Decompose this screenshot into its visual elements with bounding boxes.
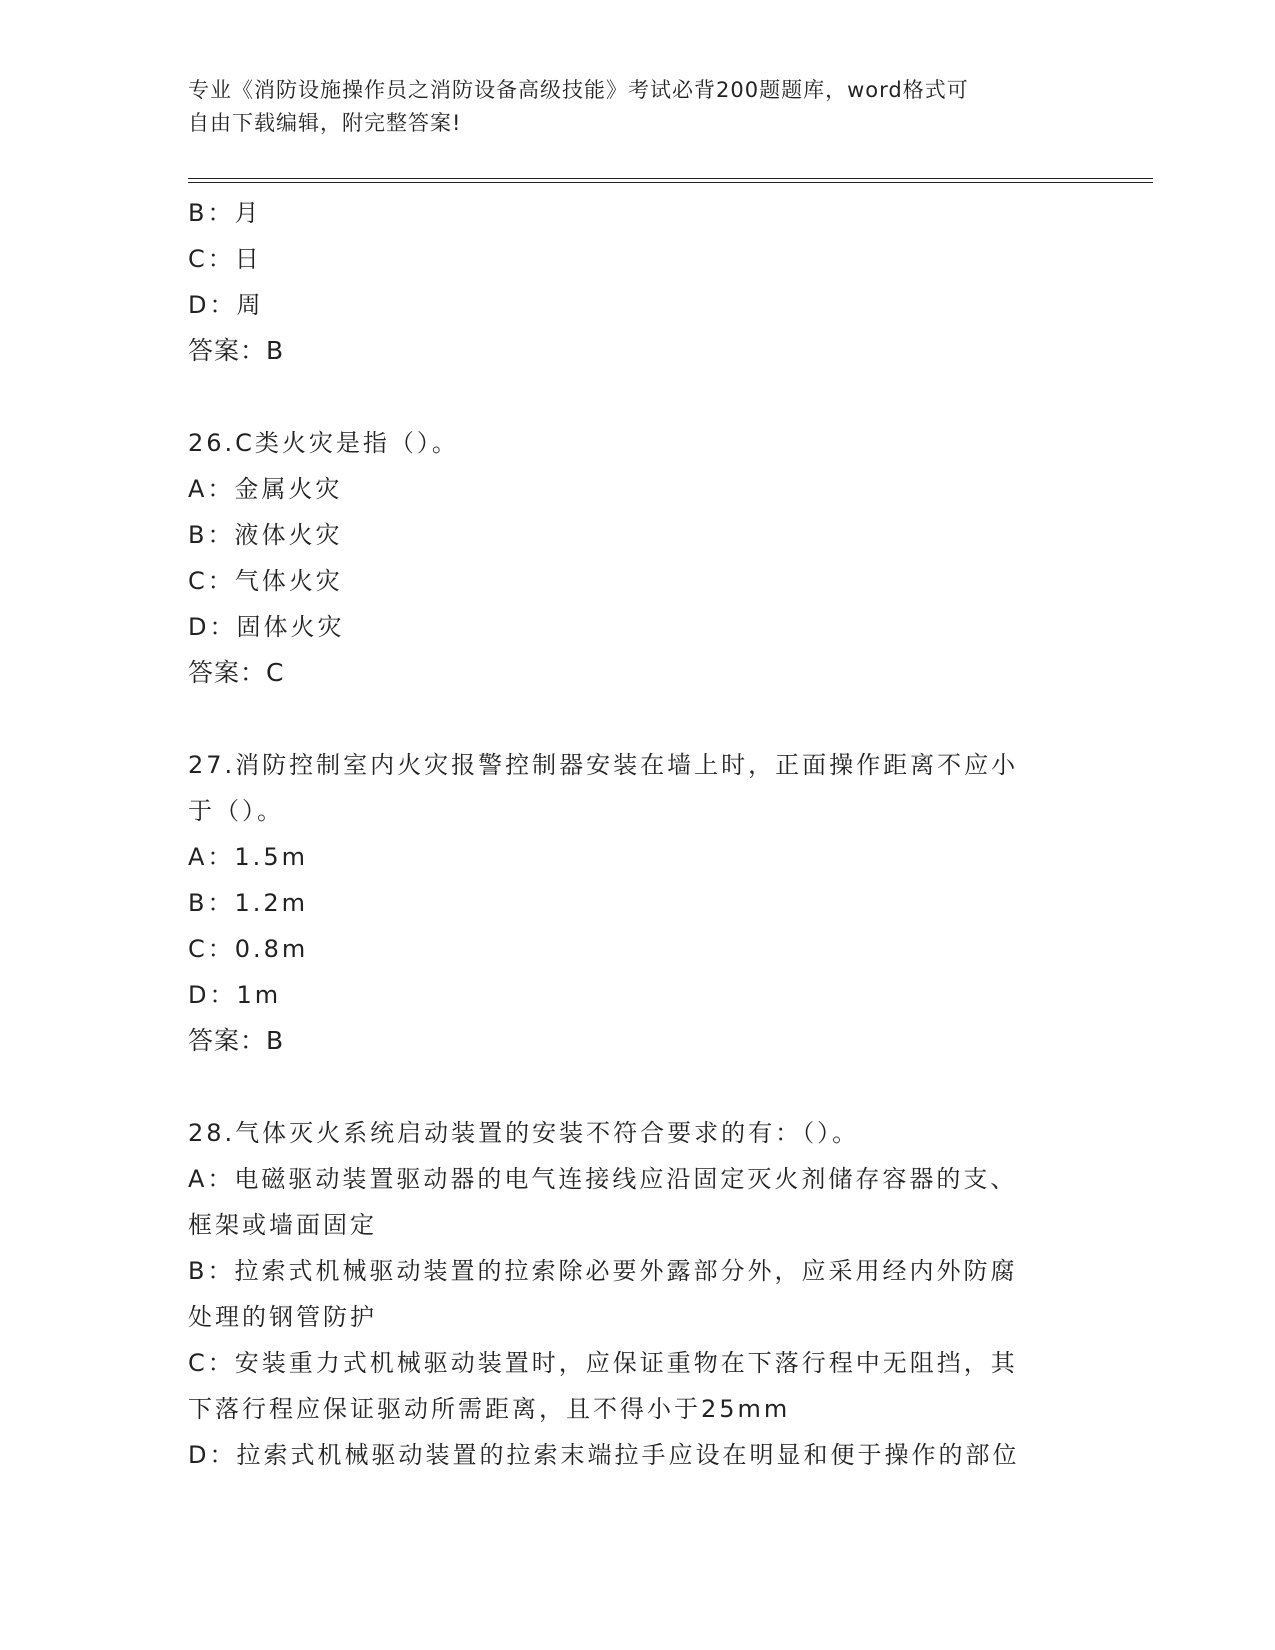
header-divider — [188, 178, 1153, 183]
option-d-line-1: D：拉索式机械驱动装置的拉索末端拉手应设在明显和便于操作的部位 — [188, 1441, 1020, 1469]
question-stem-line-1: 27.消防控制室内火灾报警控制器安装在墙上时，正面操作距离不应小 — [188, 751, 1019, 779]
answer: 答案：B — [188, 336, 285, 365]
option-b: B：液体火灾 — [188, 521, 343, 549]
answer: 答案：C — [188, 658, 285, 687]
option-a-line-1: A：电磁驱动装置驱动器的电气连接线应沿固定灭火剂储存容器的支、 — [188, 1165, 1018, 1193]
option-c-line-1: C：安装重力式机械驱动装置时，应保证重物在下落行程中无阻挡，其 — [188, 1349, 1018, 1377]
header-line-2: 自由下载编辑，附完整答案! — [188, 111, 462, 135]
spacer — [188, 1064, 1088, 1110]
question-stem: 26.C类火灾是指（）。 — [188, 429, 459, 457]
question-28 — [188, 1110, 1088, 1478]
header-line-1: 专业《消防设施操作员之消防设备高级技能》考试必背200题题库，word格式可 — [188, 78, 969, 102]
option-b-line-1: B：拉索式机械驱动装置的拉索除必要外露部分外，应采用经内外防腐 — [188, 1257, 1018, 1285]
question-26 — [188, 420, 1088, 696]
option-d: D：周 — [188, 291, 264, 319]
question-stem: 28.气体灭火系统启动装置的安装不符合要求的有：（）。 — [188, 1119, 860, 1147]
page-header — [188, 74, 1068, 140]
option-d: D：固体火灾 — [188, 613, 345, 641]
question-stem-line-2: 于（）。 — [188, 797, 284, 825]
question-content — [188, 190, 1088, 1478]
option-b-line-2: 处理的钢管防护 — [188, 1303, 377, 1331]
option-a: A：1.5m — [188, 843, 308, 871]
spacer — [188, 696, 1088, 742]
option-d: D：1m — [188, 981, 282, 1009]
option-b: B：月 — [188, 199, 262, 227]
question-25-tail — [188, 190, 1088, 374]
question-27 — [188, 742, 1088, 1064]
option-a: A：金属火灾 — [188, 475, 343, 503]
option-a-line-2: 框架或墙面固定 — [188, 1211, 377, 1239]
option-c: C：0.8m — [188, 935, 309, 963]
option-c: C：气体火灾 — [188, 567, 343, 595]
answer: 答案：B — [188, 1026, 285, 1055]
spacer — [188, 374, 1088, 420]
option-c: C：日 — [188, 245, 262, 273]
option-c-line-2: 下落行程应保证驱动所需距离，且不得小于25mm — [188, 1395, 791, 1423]
option-b: B：1.2m — [188, 889, 309, 917]
